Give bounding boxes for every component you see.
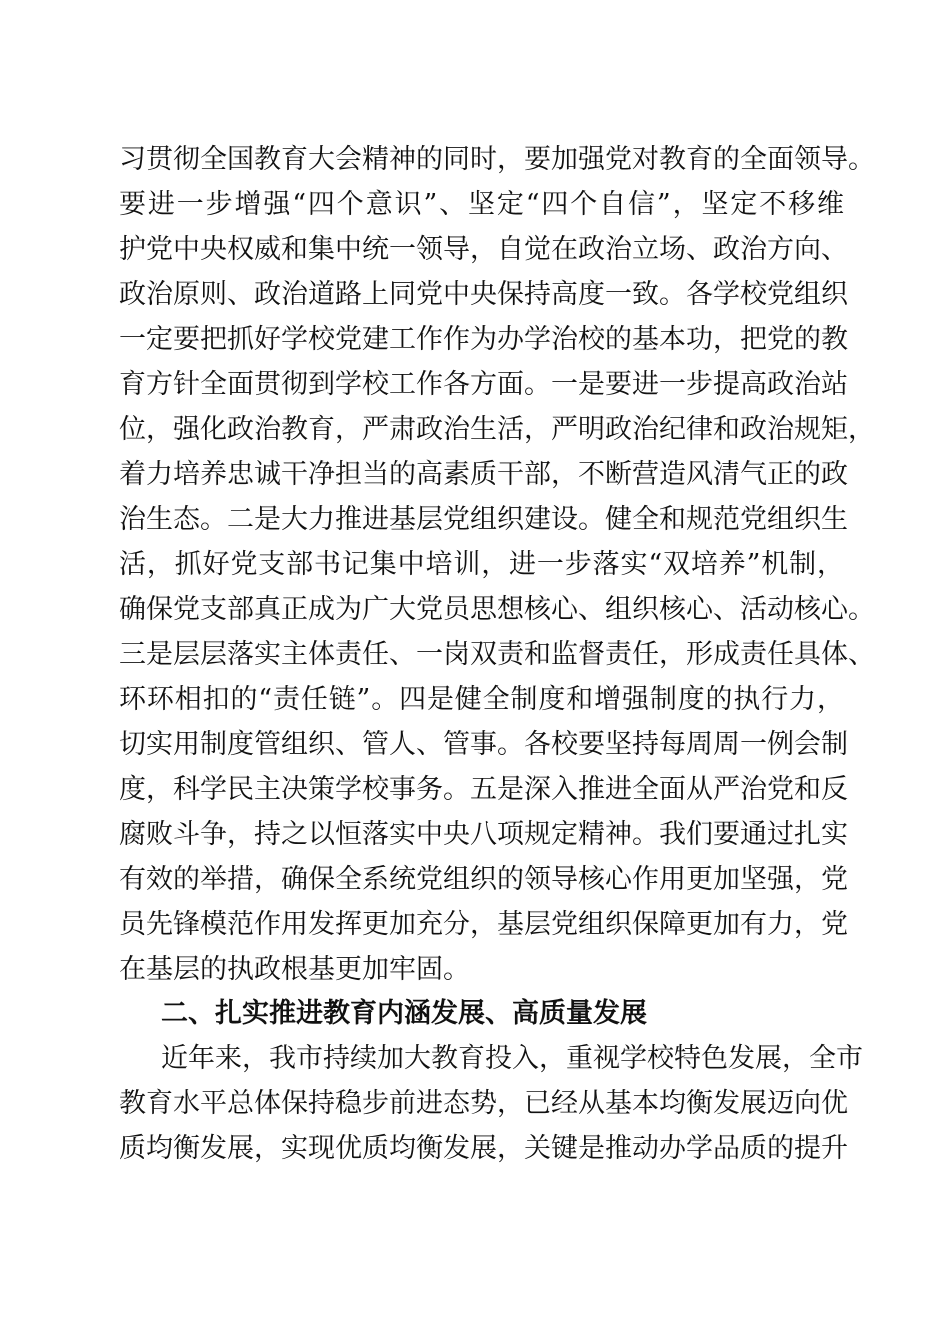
paragraph-1-line-12: 三是层层落实主体责任、一岗双责和监督责任，形成责任具体、 [119,639,875,670]
paragraph-1-line-10: 活，抓好党支部书记集中培训，进一步落实“双培养”机制， [119,549,844,580]
paragraph-1-line-2: 要进一步增强“四个意识”、坚定“四个自信”，坚定不移维 [119,189,844,220]
paragraph-1-line-15: 度，科学民主决策学校事务。五是深入推进全面从严治党和反 [119,774,848,805]
paragraph-2-line-3: 质均衡发展，实现优质均衡发展，关键是推动办学品质的提升 [119,1133,848,1164]
paragraph-1-line-4: 政治原则、政治道路上同党中央保持高度一致。各学校党组织 [119,279,848,310]
paragraph-1-line-18: 员先锋模范作用发挥更加充分，基层党组织保障更加有力，党 [119,909,848,940]
paragraph-1-line-16: 腐败斗争，持之以恒落实中央八项规定精神。我们要通过扎实 [119,819,848,850]
paragraph-1-line-1: 习贯彻全国教育大会精神的同时，要加强党对教育的全面领导。 [119,144,875,175]
section-heading: 二、扎实推进教育内涵发展、高质量发展 [161,998,647,1029]
paragraph-1-line-3: 护党中央权威和集中统一领导，自觉在政治立场、政治方向、 [119,234,848,265]
paragraph-1-line-11: 确保党支部真正成为广大党员思想核心、组织核心、活动核心。 [119,594,875,625]
paragraph-1-line-8: 着力培养忠诚干净担当的高素质干部，不断营造风清气正的政 [119,459,848,490]
paragraph-1-line-6: 育方针全面贯彻到学校工作各方面。一是要进一步提高政治站 [119,369,848,400]
paragraph-2-line-1: 近年来，我市持续加大教育投入，重视学校特色发展，全市 [161,1043,863,1074]
paragraph-1-line-7: 位，强化政治教育，严肃政治生活，严明政治纪律和政治规矩， [119,414,875,445]
paragraph-1-line-17: 有效的举措，确保全系统党组织的领导核心作用更加坚强，党 [119,864,848,895]
paragraph-1-line-9: 治生态。二是大力推进基层党组织建设。健全和规范党组织生 [119,504,848,535]
paragraph-1-line-19: 在基层的执政根基更加牢固。 [119,954,470,985]
paragraph-1-line-14: 切实用制度管组织、管人、管事。各校要坚持每周周一例会制 [119,729,848,760]
paragraph-2-line-2: 教育水平总体保持稳步前进态势，已经从基本均衡发展迈向优 [119,1088,848,1119]
paragraph-1-line-13: 环环相扣的“责任链”。四是健全制度和增强制度的执行力， [119,684,844,715]
paragraph-1-line-5: 一定要把抓好学校党建工作作为办学治校的基本功，把党的教 [119,324,848,355]
